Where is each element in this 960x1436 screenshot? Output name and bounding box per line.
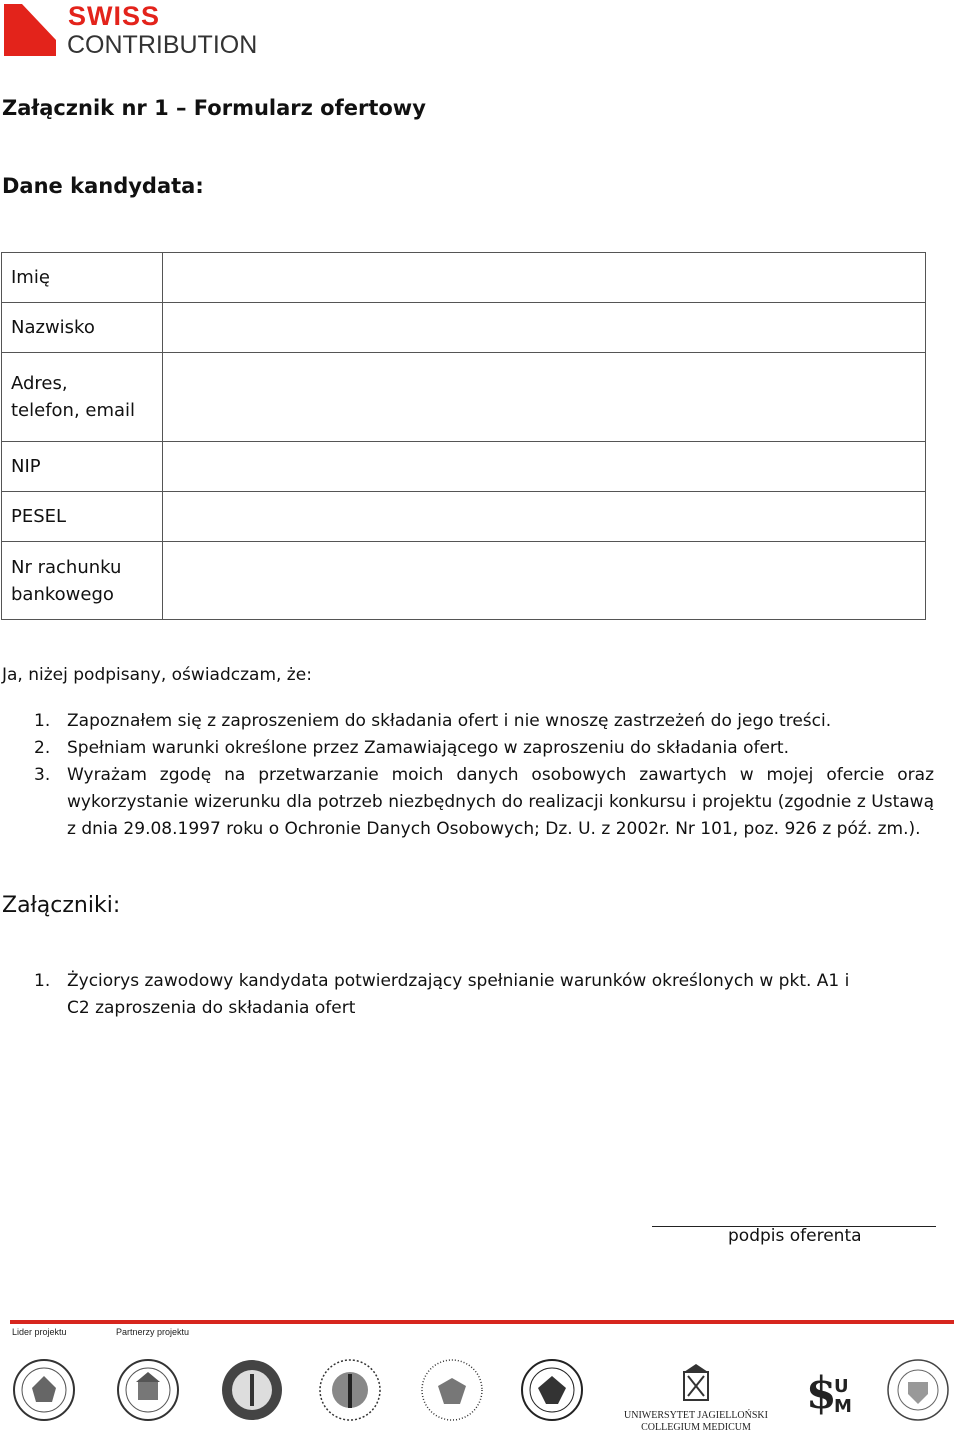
svg-text:U: U [834, 1376, 849, 1397]
attachments-list [0, 968, 860, 1022]
list-item [0, 762, 934, 843]
university-seal-icon [800, 1358, 864, 1422]
table-row [2, 442, 926, 492]
item-text: Życiorys zawodowy kandydata potwierdzający spełnianie warunków określonych w pkt. A1 i C2 zaproszenia do składania ofert [67, 971, 850, 1018]
row-label-pesel: PESEL [2, 492, 163, 542]
signature-label: podpis oferenta [728, 1226, 862, 1246]
address-field[interactable] [163, 353, 926, 442]
item-number: 3. [34, 765, 51, 785]
row-label-nip: NIP [2, 442, 163, 492]
partners-label: Partnerzy projektu [116, 1327, 190, 1337]
row-label-last-name: Nazwisko [2, 303, 163, 353]
logo-corner-icon [4, 4, 56, 56]
pesel-field[interactable] [163, 492, 926, 542]
table-row [2, 542, 926, 620]
university-seal-icon [520, 1358, 584, 1422]
item-text: Spełniam warunki określone przez Zamawiającego w zaproszeniu do składania ofert. [67, 738, 789, 758]
item-text: Wyrażam zgodę na przetwarzanie moich danych osobowych zawartych w mojej ofercie oraz wykorzystanie wizerunku dla potrzeb niezbędnych do realizacji konkursu i projektu (zgodnie z Ustawą z dnia 29.08.1997 roku o Ochronie Danych Osobowych; Dz. U. z 2002r. Nr 101, poz. 926 z póź. zm.). [67, 765, 934, 839]
row-label-bank-account: Nr rachunku bankowego [2, 542, 163, 620]
svg-text:M: M [834, 1396, 852, 1417]
row-label-first-name: Imię [2, 253, 163, 303]
list-item [0, 735, 934, 762]
attachments-heading: Załączniki: [2, 893, 121, 918]
university-seal-icon [12, 1358, 76, 1422]
logo-text-contribution: CONTRIBUTION [67, 31, 258, 59]
uj-name: UNIWERSYTET JAGIELLOŃSKI [624, 1410, 768, 1421]
crossed-keys-icon [618, 1362, 774, 1406]
list-item [0, 708, 934, 735]
table-row [2, 303, 926, 353]
table-row [2, 353, 926, 442]
last-name-field[interactable] [163, 303, 926, 353]
table-row [2, 253, 926, 303]
nip-field[interactable] [163, 442, 926, 492]
university-seal-icon [220, 1358, 284, 1422]
item-number: 2. [34, 738, 51, 758]
table-row [2, 492, 926, 542]
cm-name: COLLEGIUM MEDICUM [641, 1422, 751, 1433]
uj-cm-logo [618, 1362, 774, 1432]
university-seal-icon [318, 1358, 382, 1422]
swiss-contribution-logo-mark [4, 4, 56, 56]
item-number: 1. [34, 711, 51, 731]
footer-divider [10, 1320, 954, 1324]
row-label-address: Adres, telefon, email [2, 353, 163, 442]
university-seal-icon [886, 1358, 950, 1422]
candidate-data-table [1, 252, 926, 620]
item-number: 1. [34, 971, 51, 991]
logo-text-swiss: SWISS [68, 1, 161, 31]
university-seal-icon [116, 1358, 180, 1422]
list-item [0, 968, 860, 1022]
svg-text:$: $ [806, 1368, 837, 1419]
bank-account-field[interactable] [163, 542, 926, 620]
candidate-heading: Dane kandydata: [2, 174, 204, 198]
first-name-field[interactable] [163, 253, 926, 303]
declaration-list [0, 708, 934, 843]
university-seal-icon [420, 1358, 484, 1422]
item-text: Zapoznałem się z zaproszeniem do składania ofert i nie wnoszę zastrzeżeń do jego treści. [67, 711, 832, 731]
leader-label: Lider projektu [12, 1327, 67, 1337]
attachment-title: Załącznik nr 1 – Formularz ofertowy [2, 96, 426, 120]
declaration-intro: Ja, niżej podpisany, oświadczam, że: [2, 665, 312, 685]
